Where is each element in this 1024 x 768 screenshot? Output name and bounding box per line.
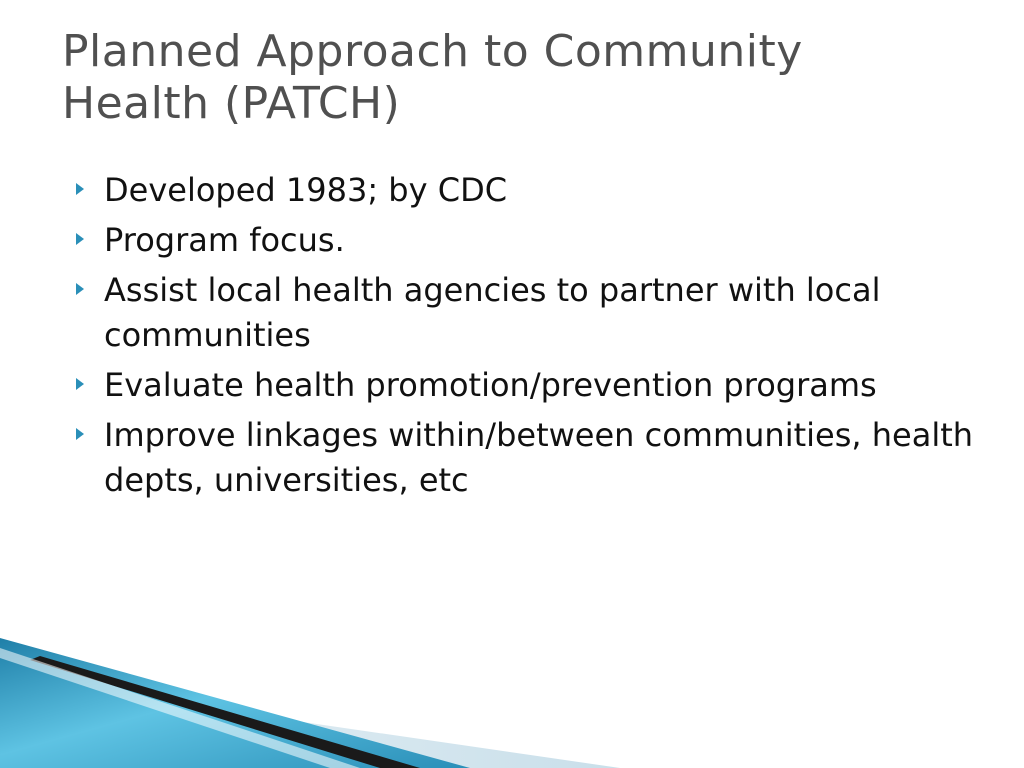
bullet-item bbox=[74, 363, 974, 408]
bullet-item bbox=[74, 168, 974, 213]
slide-title: Planned Approach to Community Health (PATCH) bbox=[62, 26, 803, 129]
bullet-item bbox=[74, 268, 974, 358]
bullet-item bbox=[74, 218, 974, 263]
bullet-text: Evaluate health promotion/prevention programs bbox=[104, 366, 877, 404]
bullet-item bbox=[74, 413, 974, 503]
decorative-wave-graphic bbox=[0, 638, 1024, 768]
bullet-text: Assist local health agencies to partner with local communities bbox=[104, 271, 881, 354]
triangle-right-icon bbox=[76, 428, 84, 440]
triangle-right-icon bbox=[76, 378, 84, 390]
bullet-text: Improve linkages within/between communities, health depts, universities, etc bbox=[104, 416, 974, 499]
triangle-right-icon bbox=[76, 233, 84, 245]
bullet-text: Program focus. bbox=[104, 221, 345, 259]
triangle-right-icon bbox=[76, 183, 84, 195]
bullet-text: Developed 1983; by CDC bbox=[104, 171, 508, 209]
triangle-right-icon bbox=[76, 283, 84, 295]
decor-blue-band bbox=[0, 638, 470, 768]
bullet-list bbox=[74, 168, 974, 508]
